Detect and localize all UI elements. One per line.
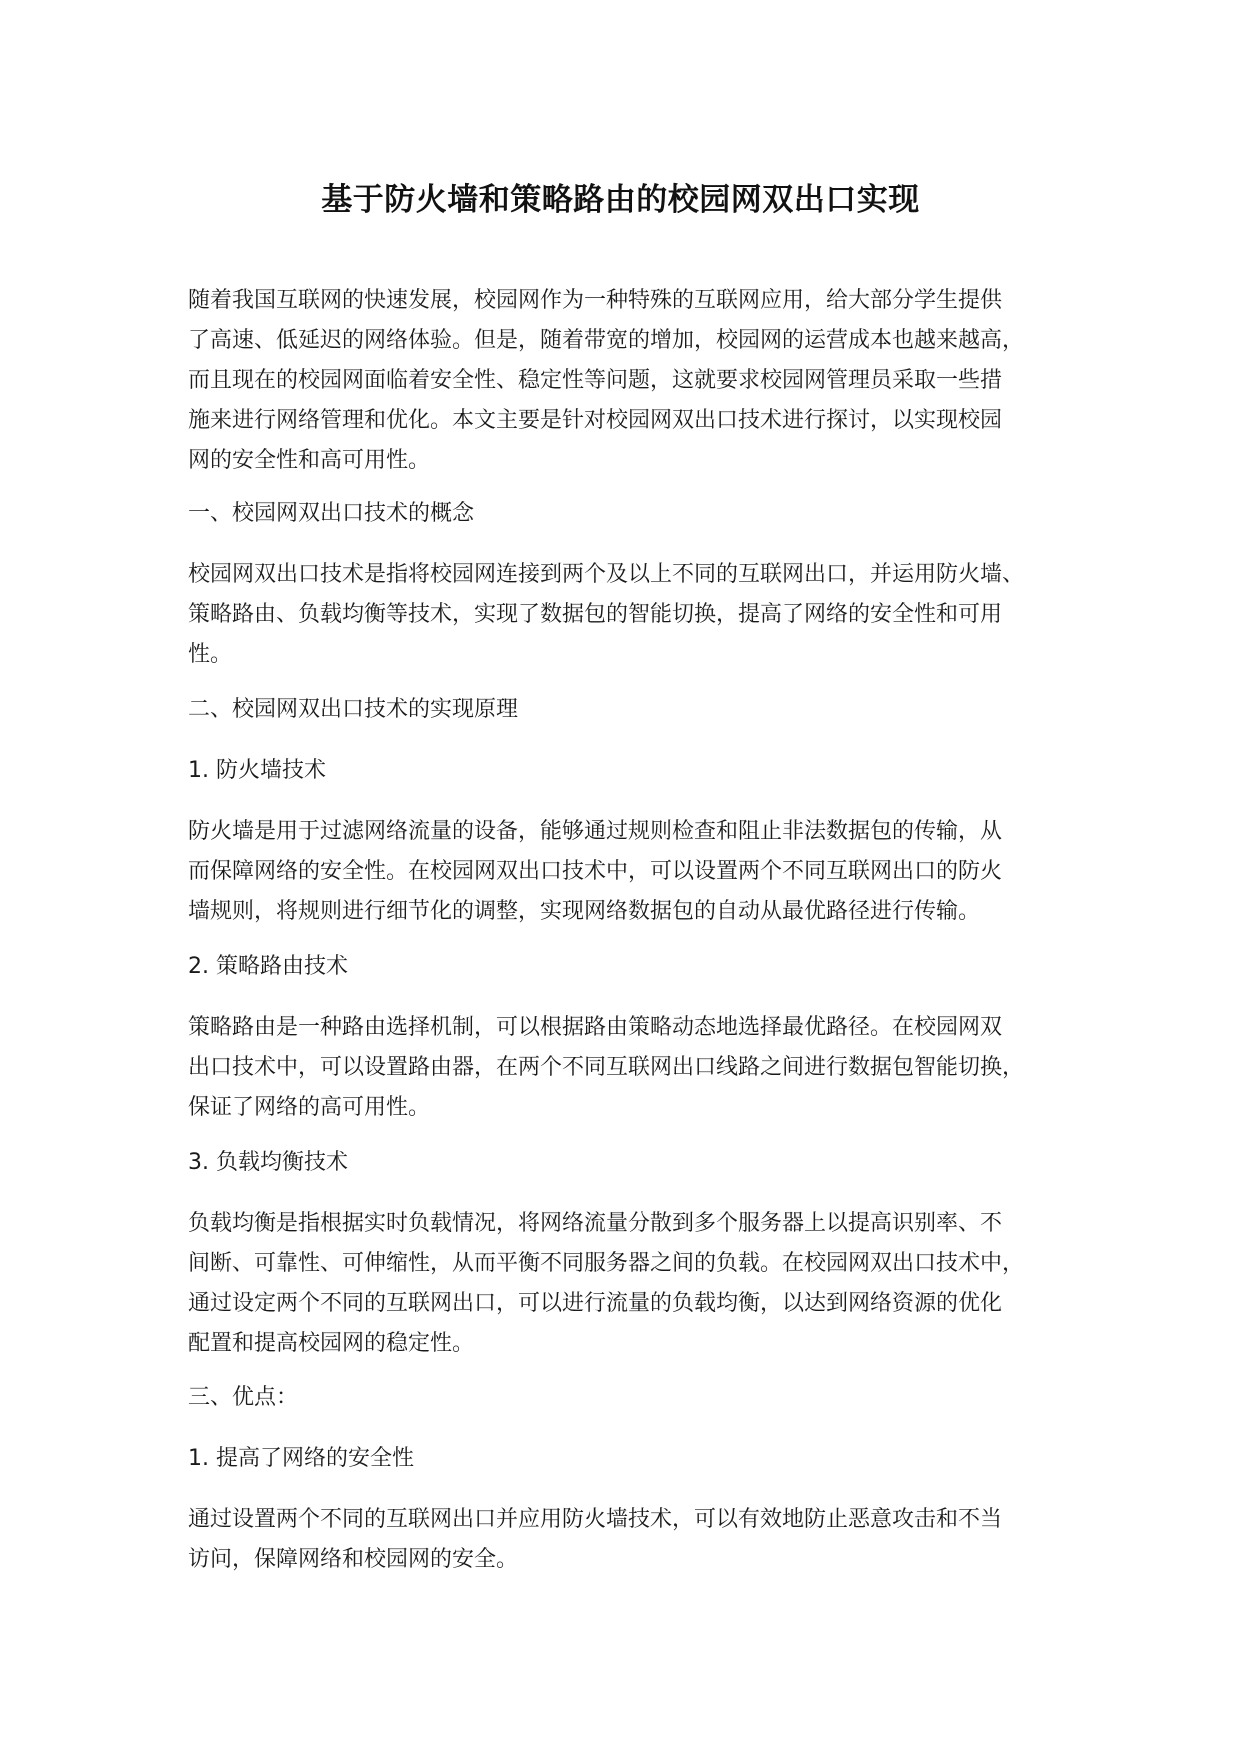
paragraph-line: 校园网双出口技术是指将校园网连接到两个及以上不同的互联网出口，并运用防火墙、: [188, 562, 1025, 587]
paragraph-line: 策略路由是一种路由选择机制，可以根据路由策略动态地选择最优路径。在校园网双: [188, 1015, 1003, 1040]
paragraph-line: 通过设定两个不同的互联网出口，可以进行流量的负载均衡，以达到网络资源的优化: [188, 1291, 1003, 1316]
paragraph-line: 间断、可靠性、可伸缩性，从而平衡不同服务器之间的负载。在校园网双出口技术中，: [188, 1251, 1025, 1276]
paragraph-line: 负载均衡是指根据实时负载情况，将网络流量分散到多个服务器上以提高识别率、不: [188, 1211, 1003, 1236]
section-heading: 二、校园网双出口技术的实现原理: [188, 697, 519, 722]
paragraph-line: 墙规则，将规则进行细节化的调整，实现网络数据包的自动从最优路径进行传输。: [188, 899, 981, 924]
paragraph-line: 性。: [188, 642, 233, 667]
load-balancing-paragraph: [188, 1204, 1068, 1364]
paragraph-line: 施来进行网络管理和优化。本文主要是针对校园网双出口技术进行探讨，以实现校园: [188, 408, 1003, 433]
paragraph-line: 防火墙是用于过滤网络流量的设备，能够通过规则检查和阻止非法数据包的传输，从: [188, 819, 1003, 844]
firewall-paragraph: [188, 812, 1068, 932]
subsection-heading: 1. 防火墙技术: [188, 758, 326, 783]
document-title: 基于防火墙和策略路由的校园网双出口实现: [321, 182, 920, 218]
paragraph-line: 网的安全性和高可用性。: [188, 448, 431, 473]
paragraph-line: 而保障网络的安全性。在校园网双出口技术中，可以设置两个不同互联网出口的防火: [188, 859, 1003, 884]
section1-paragraph: [188, 555, 1068, 675]
security-advantage-paragraph: [188, 1500, 1068, 1580]
policy-routing-paragraph: [188, 1008, 1068, 1128]
section-heading: 三、优点：: [188, 1385, 299, 1410]
paragraph-line: 通过设置两个不同的互联网出口并应用防火墙技术，可以有效地防止恶意攻击和不当: [188, 1507, 1003, 1532]
paragraph-line: 保证了网络的高可用性。: [188, 1095, 431, 1120]
section-heading: 一、校园网双出口技术的概念: [188, 501, 475, 526]
subsection-heading: 1. 提高了网络的安全性: [188, 1446, 414, 1471]
paragraph-line: 随着我国互联网的快速发展，校园网作为一种特殊的互联网应用，给大部分学生提供: [188, 288, 1003, 313]
paragraph-line: 出口技术中，可以设置路由器，在两个不同互联网出口线路之间进行数据包智能切换，: [188, 1055, 1025, 1080]
paragraph-line: 配置和提高校园网的稳定性。: [188, 1331, 475, 1356]
paragraph-line: 策略路由、负载均衡等技术，实现了数据包的智能切换，提高了网络的安全性和可用: [188, 602, 1003, 627]
intro-paragraph: [188, 281, 1068, 481]
paragraph-line: 而且现在的校园网面临着安全性、稳定性等问题，这就要求校园网管理员采取一些措: [188, 368, 1003, 393]
subsection-heading: 3. 负载均衡技术: [188, 1150, 348, 1175]
paragraph-line: 访问，保障网络和校园网的安全。: [188, 1547, 519, 1572]
subsection-heading: 2. 策略路由技术: [188, 954, 348, 979]
paragraph-line: 了高速、低延迟的网络体验。但是，随着带宽的增加，校园网的运营成本也越来越高，: [188, 328, 1025, 353]
